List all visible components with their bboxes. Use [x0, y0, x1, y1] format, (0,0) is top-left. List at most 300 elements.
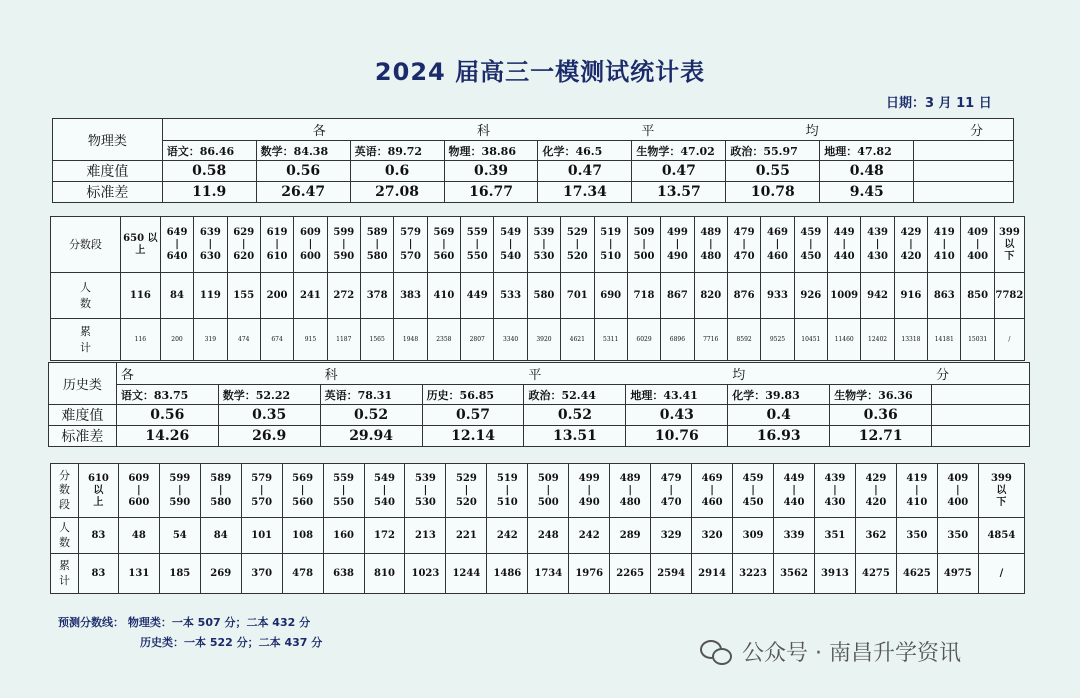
segment-line: 540 — [374, 496, 395, 508]
segment-cumulative: 1486 — [487, 554, 528, 594]
score-segment — [528, 464, 569, 518]
score-segment — [527, 217, 560, 273]
segment-line: 449 — [783, 472, 805, 484]
std-value: 10.76 — [626, 426, 728, 447]
date-label: 日期：3 月 11 日 — [886, 96, 992, 111]
difficulty-value: 0.43 — [626, 405, 728, 426]
segment-count: 272 — [327, 273, 360, 319]
std-value: 12.71 — [830, 426, 932, 447]
prediction-physics — [58, 614, 310, 630]
segment-cumulative: 4625 — [896, 554, 937, 594]
segment-count: 410 — [427, 273, 460, 319]
segment-cumulative: 131 — [118, 554, 159, 594]
segment-line: | — [308, 238, 313, 250]
segment-count: 84 — [160, 273, 193, 319]
segment-line: 539 — [414, 472, 436, 484]
segment-count: 1009 — [828, 273, 861, 319]
segment-line: 589 — [366, 226, 388, 238]
subject-average: 语文：83.75 — [116, 385, 218, 405]
segment-line: | — [675, 238, 680, 250]
segment-line: | — [464, 484, 469, 496]
segment-line: 479 — [733, 226, 755, 238]
difficulty-value: 0.58 — [162, 161, 256, 182]
segment-cumulative: 83 — [78, 554, 118, 594]
segment-line: 560 — [292, 496, 314, 508]
segment-count: 309 — [733, 518, 774, 554]
segment-line: 549 — [374, 472, 395, 484]
segment-cumulative: 2594 — [651, 554, 692, 594]
segment-cumulative: 478 — [282, 554, 323, 594]
row-label — [51, 464, 79, 518]
difficulty-value: 0.56 — [256, 161, 350, 182]
segment-line: | — [775, 238, 780, 250]
segment-line: | — [341, 484, 346, 496]
segment-cumulative: 674 — [260, 319, 293, 361]
score-segment — [159, 464, 200, 518]
segment-line: | — [175, 238, 179, 250]
segment-line: 550 — [466, 250, 488, 262]
segment-line: 599 — [333, 226, 355, 238]
score-segment — [561, 217, 594, 273]
segment-line: 520 — [455, 496, 477, 508]
segment-line: 449 — [833, 226, 855, 238]
score-segment — [78, 464, 118, 518]
segment-count: 350 — [937, 518, 978, 554]
segment-count: 241 — [294, 273, 327, 319]
segment-line: | — [628, 484, 633, 496]
segment-cumulative: 12402 — [861, 319, 894, 361]
segment-line: | — [505, 484, 510, 496]
segment-count: 926 — [794, 273, 827, 319]
segment-line: 510 — [496, 496, 518, 508]
score-segment — [661, 217, 694, 273]
difficulty-value: 0.52 — [320, 405, 422, 426]
segment-line: | — [408, 238, 413, 250]
row-label — [51, 319, 121, 361]
segment-cumulative: 6896 — [661, 319, 694, 361]
segment-line: 550 — [333, 496, 354, 508]
row-label — [51, 518, 79, 554]
segment-line: 479 — [660, 472, 682, 484]
segment-line: 560 — [433, 250, 455, 262]
segment-line: | — [874, 484, 878, 496]
score-segment — [896, 464, 937, 518]
segment-line: 450 — [800, 250, 822, 262]
segment-line: 409 — [967, 226, 989, 238]
segment-line: 490 — [666, 250, 688, 262]
segment-count: 155 — [227, 273, 260, 319]
segment-line: 570 — [251, 496, 273, 508]
segment-line: 480 — [619, 496, 641, 508]
segment-count: 200 — [260, 273, 293, 319]
segment-line: | — [208, 238, 213, 250]
segment-line: 539 — [533, 226, 555, 238]
segment-line: | — [218, 484, 223, 496]
score-segment — [120, 217, 160, 273]
segment-count: 248 — [528, 518, 569, 554]
segment-line: 400 — [947, 496, 969, 508]
segment-line: 430 — [867, 250, 888, 262]
segment-line: 459 — [742, 472, 764, 484]
segment-count: 7782 — [994, 273, 1024, 319]
score-segment — [774, 464, 815, 518]
score-segment — [627, 217, 660, 273]
segment-count: 850 — [961, 273, 994, 319]
segment-count: 48 — [118, 518, 159, 554]
std-value: 27.08 — [350, 182, 444, 203]
segment-line: 下 — [1004, 250, 1015, 262]
segment-line: 630 — [199, 250, 221, 262]
segment-line: 410 — [906, 496, 928, 508]
segment-cumulative: 13318 — [894, 319, 927, 361]
segment-line: | — [956, 484, 960, 496]
segment-cumulative: 2914 — [692, 554, 733, 594]
segment-count: 820 — [694, 273, 727, 319]
segment-line: 459 — [800, 226, 822, 238]
segment-cumulative: 1023 — [405, 554, 446, 594]
segment-cumulative: 116 — [120, 319, 160, 361]
segment-count: 242 — [569, 518, 610, 554]
header-char: 分 — [935, 368, 949, 383]
score-segment — [994, 217, 1024, 273]
segment-cumulative: 3340 — [494, 319, 527, 361]
segment-line: 530 — [414, 496, 436, 508]
score-segment — [227, 217, 260, 273]
segment-cumulative: 1734 — [528, 554, 569, 594]
history-subject-row — [49, 385, 1030, 405]
prediction-history — [140, 634, 322, 650]
segment-cumulative: 1244 — [446, 554, 487, 594]
segment-line: 399 — [998, 226, 1020, 238]
segment-line: 420 — [900, 250, 922, 262]
difficulty-value: 0.4 — [728, 405, 830, 426]
segment-cumulative: 638 — [323, 554, 364, 594]
segment-line: 580 — [366, 250, 388, 262]
segment-line: 440 — [783, 496, 805, 508]
segment-line: | — [915, 484, 919, 496]
segment-line: | — [575, 238, 580, 250]
segment-cumulative: 3920 — [527, 319, 560, 361]
segment-line: 439 — [824, 472, 846, 484]
score-segment — [594, 217, 627, 273]
segment-cumulative: 9525 — [761, 319, 794, 361]
segment-line: 500 — [537, 496, 559, 508]
segment-line: 599 — [169, 472, 191, 484]
segment-line: 430 — [824, 496, 846, 508]
segment-line: 579 — [251, 472, 273, 484]
segment-line: 以 — [1004, 238, 1015, 250]
physics-std-row — [53, 182, 1014, 203]
segment-line: | — [708, 238, 713, 250]
segment-line: | — [382, 484, 387, 496]
std-value: 13.51 — [524, 426, 626, 447]
std-value: 26.9 — [218, 426, 320, 447]
segment-line: 510 — [600, 250, 622, 262]
segment-line: 540 — [500, 250, 522, 262]
segment-count: 213 — [405, 518, 446, 554]
segment-line: | — [137, 484, 141, 496]
segment-count: 867 — [661, 273, 694, 319]
segment-line: 610 — [87, 472, 109, 484]
score-segment — [861, 217, 894, 273]
difficulty-value: 0.57 — [422, 405, 524, 426]
physics-subject-row — [53, 141, 1014, 161]
segment-count: 339 — [774, 518, 815, 554]
segment-cumulative: 1976 — [569, 554, 610, 594]
segment-count: 378 — [360, 273, 393, 319]
row-label: 分数段 — [51, 217, 121, 273]
segment-count: 242 — [487, 518, 528, 554]
segment-line: | — [710, 484, 714, 496]
score-segment — [200, 464, 241, 518]
score-segment — [692, 464, 733, 518]
segment-cumulative: 15031 — [961, 319, 994, 361]
count-label: 人 数 — [58, 521, 70, 549]
segment-count: 289 — [610, 518, 651, 554]
segment-line: 490 — [578, 496, 600, 508]
header-char: 各 — [120, 368, 134, 383]
segment-cumulative: 8592 — [727, 319, 760, 361]
segment-cumulative: 370 — [241, 554, 282, 594]
physics-header — [163, 120, 1013, 139]
std-value: 14.26 — [116, 426, 218, 447]
segment-count: 221 — [446, 518, 487, 554]
score-segment — [194, 217, 227, 273]
segment-line: | — [587, 484, 592, 496]
segment-line: 520 — [566, 250, 588, 262]
segment-count: 320 — [692, 518, 733, 554]
segment-cumulative: / — [978, 554, 1024, 594]
subject-average: 地理：47.82 — [820, 141, 914, 161]
segment-line: 600 — [128, 496, 150, 508]
segment-cumulative: 7716 — [694, 319, 727, 361]
segment-line: 上 — [93, 496, 104, 508]
segment-line: 579 — [400, 226, 421, 238]
segment-cumulative: 269 — [200, 554, 241, 594]
cum-label: 累计 — [79, 325, 91, 354]
score-segment — [427, 217, 460, 273]
score-segment — [160, 217, 193, 273]
segment-line: 下 — [996, 496, 1007, 508]
segment-line: 400 — [967, 250, 989, 262]
segment-line: 419 — [906, 472, 928, 484]
segment-line: 469 — [767, 226, 788, 238]
difficulty-value: 0.6 — [350, 161, 444, 182]
segment-line: 570 — [400, 250, 421, 262]
segment-count: 172 — [364, 518, 405, 554]
segment-cumulative: 2265 — [610, 554, 651, 594]
segment-cumulative: 2807 — [461, 319, 494, 361]
subject-average: 化学：39.83 — [728, 385, 830, 405]
difficulty-value: 0.52 — [524, 405, 626, 426]
segment-cumulative: 2358 — [427, 319, 460, 361]
segment-cumulative: 14181 — [928, 319, 961, 361]
segment-line: 上 — [135, 244, 146, 256]
segment-count: 116 — [120, 273, 160, 319]
header-char: 科 — [324, 368, 338, 383]
segment-line: | — [942, 238, 947, 250]
std-value: 13.57 — [632, 182, 726, 203]
segment-line: | — [300, 484, 305, 496]
header-char: 分 — [969, 124, 983, 139]
std-value: 16.77 — [444, 182, 538, 203]
segment-line: | — [259, 484, 264, 496]
score-segment — [360, 217, 393, 273]
subject-average: 生物学：47.02 — [632, 141, 726, 161]
segment-line: | — [909, 238, 913, 250]
score-segment — [794, 217, 827, 273]
difficulty-value: 0.48 — [820, 161, 914, 182]
segment-line: 450 — [742, 496, 764, 508]
segment-line: 589 — [210, 472, 232, 484]
subject-average: 生物学：36.36 — [830, 385, 932, 405]
segment-line: 440 — [833, 250, 855, 262]
header-char: 均 — [732, 368, 746, 383]
segment-cumulative: 11460 — [828, 319, 861, 361]
segment-cumulative: 810 — [364, 554, 405, 594]
segment-count: 108 — [282, 518, 323, 554]
prediction-history-text: 历史类：一本 522 分；二本 437 分 — [140, 636, 323, 649]
segment-cumulative: 4621 — [561, 319, 594, 361]
std-value: 26.47 — [256, 182, 350, 203]
segment-line: | — [341, 238, 346, 250]
segment-line: 470 — [733, 250, 755, 262]
history-difficulty-row — [49, 405, 1030, 426]
watermark-text: 公众号 · 南昌升学资讯 — [742, 641, 961, 666]
std-value: 16.93 — [728, 426, 830, 447]
segment-line: 420 — [865, 496, 887, 508]
segment-line: | — [842, 238, 847, 250]
segment-line: 650 以 — [123, 232, 158, 244]
subject-average: 地理：43.41 — [626, 385, 728, 405]
segment-line: | — [792, 484, 796, 496]
subject-average: 政治：52.44 — [524, 385, 626, 405]
score-segment — [323, 464, 364, 518]
segment-line: | — [423, 484, 428, 496]
physics-difficulty-row — [53, 161, 1014, 182]
segment-line: | — [642, 238, 646, 250]
physics-averages-table — [52, 118, 1014, 203]
wechat-icon — [700, 638, 734, 666]
segment-cumulative: 319 — [194, 319, 227, 361]
segment-cumulative: 1187 — [327, 319, 360, 361]
segment-line: 429 — [865, 472, 887, 484]
segment-line: 559 — [333, 472, 354, 484]
segment-line: | — [275, 238, 279, 250]
subject-average: 化学：46.5 — [538, 141, 632, 161]
score-segment — [494, 217, 527, 273]
segment-line: 569 — [292, 472, 314, 484]
score-segment — [260, 217, 293, 273]
subject-average: 语文：86.46 — [162, 141, 256, 161]
segment-cumulative: 1948 — [394, 319, 427, 361]
score-segment — [733, 464, 774, 518]
segment-line: 489 — [619, 472, 641, 484]
segment-count: 4854 — [978, 518, 1024, 554]
segment-line: 609 — [128, 472, 150, 484]
score-segment — [694, 217, 727, 273]
segment-cumulative: 3913 — [814, 554, 855, 594]
difficulty-value: 0.56 — [116, 405, 218, 426]
segment-line: 460 — [701, 496, 723, 508]
segment-cumulative: 6029 — [627, 319, 660, 361]
score-segment — [961, 217, 994, 273]
watermark — [700, 636, 961, 667]
std-value: 17.34 — [538, 182, 632, 203]
physics-distribution-table — [50, 216, 1025, 361]
segment-line: | — [475, 238, 480, 250]
segment-cumulative: 3562 — [774, 554, 815, 594]
segment-line: | — [742, 238, 746, 250]
difficulty-value: 0.36 — [830, 405, 932, 426]
score-segment — [405, 464, 446, 518]
segment-line: | — [241, 238, 246, 250]
segment-line: 419 — [933, 226, 955, 238]
prediction-physics-text: 物理类：一本 507 分；二本 432 分 — [127, 616, 311, 629]
score-segment — [364, 464, 405, 518]
score-segment — [394, 217, 427, 273]
segment-line: | — [751, 484, 755, 496]
segment-count: 83 — [78, 518, 118, 554]
history-averages-table — [48, 362, 1030, 447]
score-segment — [978, 464, 1024, 518]
segment-line: 620 — [233, 250, 255, 262]
segment-count: 160 — [323, 518, 364, 554]
segment-line: 590 — [333, 250, 355, 262]
segment-cumulative: 474 — [227, 319, 260, 361]
segment-count: 54 — [159, 518, 200, 554]
score-segment — [294, 217, 327, 273]
score-segment — [727, 217, 760, 273]
segment-line: 609 — [300, 226, 321, 238]
segment-count: 863 — [928, 273, 961, 319]
row-label: 标准差 — [49, 426, 117, 447]
score-segment — [118, 464, 159, 518]
segment-cumulative: 1565 — [360, 319, 393, 361]
segment-count: 329 — [651, 518, 692, 554]
header-char: 科 — [477, 124, 491, 139]
segment-count: 916 — [894, 273, 927, 319]
subject-average: 物理：38.86 — [444, 141, 538, 161]
count-label: 人数 — [79, 281, 91, 310]
history-header — [117, 364, 1029, 383]
segment-line: 619 — [266, 226, 288, 238]
segment-line: 439 — [867, 226, 888, 238]
segment-line: 559 — [466, 226, 488, 238]
difficulty-value: 0.55 — [726, 161, 820, 182]
segment-line: 649 — [166, 226, 188, 238]
segment-line: 469 — [701, 472, 723, 484]
segment-line: 489 — [700, 226, 722, 238]
header-char: 各 — [312, 124, 326, 139]
page-title: 2024 届高三一模测试统计表 — [374, 58, 706, 86]
score-segment — [855, 464, 896, 518]
segment-count: 383 — [394, 273, 427, 319]
segment-line: 429 — [900, 226, 922, 238]
segment-line: 499 — [578, 472, 600, 484]
segment-line: 610 — [266, 250, 288, 262]
subject-average: 英语：89.72 — [350, 141, 444, 161]
segment-line: 629 — [233, 226, 255, 238]
segment-line: 580 — [210, 496, 232, 508]
difficulty-value: 0.47 — [632, 161, 726, 182]
segment-line: | — [375, 238, 379, 250]
header-char: 平 — [528, 368, 542, 383]
std-value: 29.94 — [320, 426, 422, 447]
segment-cumulative: 4275 — [855, 554, 896, 594]
segment-line: 以 — [996, 484, 1007, 496]
header-char: 平 — [641, 124, 655, 139]
